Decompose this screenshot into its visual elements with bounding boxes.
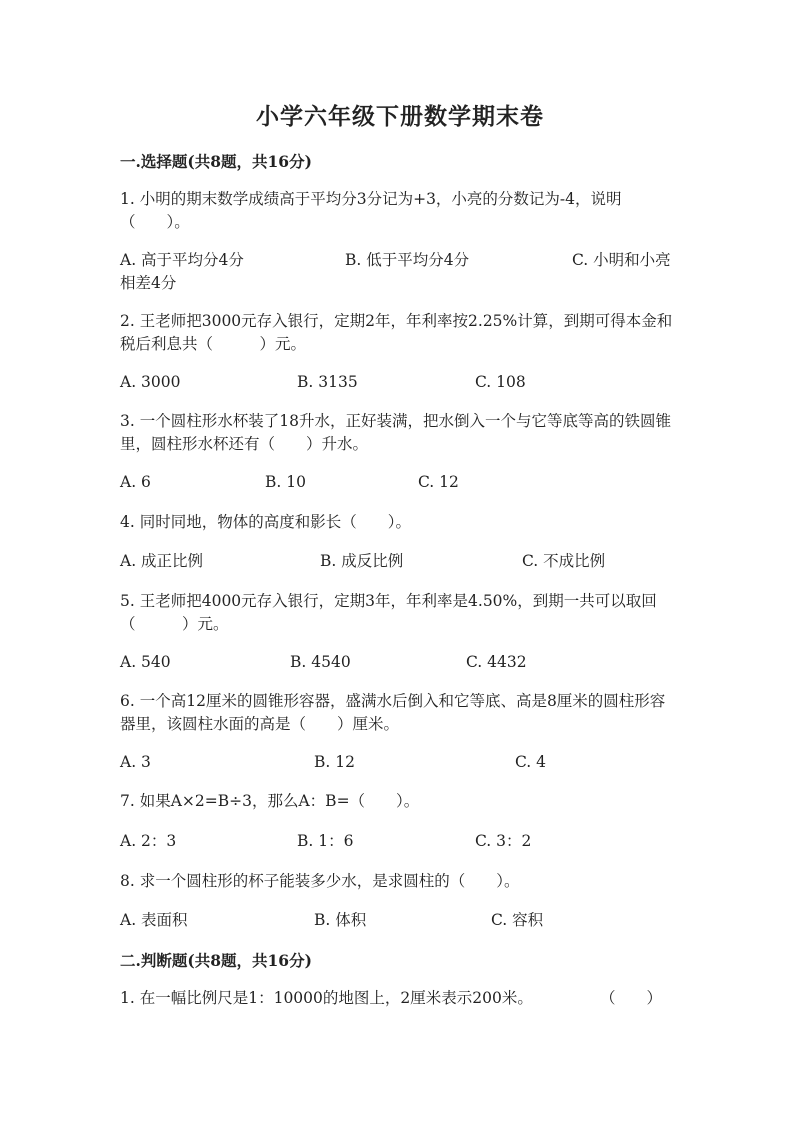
judge-1-answer-paren[interactable]: （ ） <box>600 989 663 1007</box>
q4-option-b: B. 成反比例 <box>320 552 404 570</box>
q4-option-a: A. 成正比例 <box>120 552 204 570</box>
q1-option-b: B. 低于平均分4分 <box>345 251 470 269</box>
question-5: 5. 王老师把4000元存入银行，定期3年，年利率是4.50%，到期一共可以取回（ ）元。 <box>120 592 657 633</box>
q3-option-b: B. 10 <box>265 473 306 491</box>
question-7: 7. 如果A×2=B÷3，那么A：B=（ ）。 <box>120 792 420 810</box>
q3-option-c: C. 12 <box>418 473 459 491</box>
question-1: 1. 小明的期末数学成绩高于平均分3分记为+3，小亮的分数记为-4，说明（ ）。 <box>120 190 622 231</box>
judge-question-1: 1. 在一幅比例尺是1：10000的地图上，2厘米表示200米。 <box>120 989 533 1007</box>
q1-option-a: A. 高于平均分4分 <box>120 251 244 269</box>
q1-option-c: C. 小明和小亮相差4分 <box>120 251 671 292</box>
q7-option-b: B. 1：6 <box>297 832 354 850</box>
q8-option-b: B. 体积 <box>314 911 367 929</box>
q7-option-a: A. 2：3 <box>120 832 177 850</box>
q6-option-c: C. 4 <box>515 753 547 771</box>
q8-option-a: A. 表面积 <box>120 911 188 929</box>
q5-option-a: A. 540 <box>120 653 171 671</box>
q4-option-c: C. 不成比例 <box>522 552 606 570</box>
q6-option-b: B. 12 <box>314 753 355 771</box>
page-title: 小学六年级下册数学期末卷 <box>256 103 544 130</box>
q5-option-b: B. 4540 <box>290 653 351 671</box>
question-6: 6. 一个高12厘米的圆锥形容器，盛满水后倒入和它等底、高是8厘米的圆柱形容器里，该圆柱水面的高是（ ）厘米。 <box>120 692 666 733</box>
q8-option-c: C. 容积 <box>491 911 544 929</box>
q2-option-c: C. 108 <box>475 373 526 391</box>
q2-option-a: A. 3000 <box>120 373 181 391</box>
q2-option-b: B. 3135 <box>297 373 358 391</box>
q6-option-a: A. 3 <box>120 753 151 771</box>
section-heading-judge: 二.判断题(共8题，共16分) <box>120 951 312 970</box>
question-8: 8. 求一个圆柱形的杯子能装多少水，是求圆柱的（ ）。 <box>120 872 520 890</box>
q7-option-c: C. 3：2 <box>475 832 532 850</box>
question-4: 4. 同时同地，物体的高度和影长（ ）。 <box>120 513 411 531</box>
q3-option-a: A. 6 <box>120 473 151 491</box>
q5-option-c: C. 4432 <box>466 653 527 671</box>
section-heading-choice: 一.选择题(共8题，共16分) <box>120 152 312 171</box>
question-2: 2. 王老师把3000元存入银行，定期2年，年利率按2.25%计算，到期可得本金和税后利息共（ ）元。 <box>120 312 673 353</box>
question-3: 3. 一个圆柱形水杯装了18升水，正好装满，把水倒入一个与它等底等高的铁圆锥里，圆柱形水杯还有（ ）升水。 <box>120 412 671 453</box>
